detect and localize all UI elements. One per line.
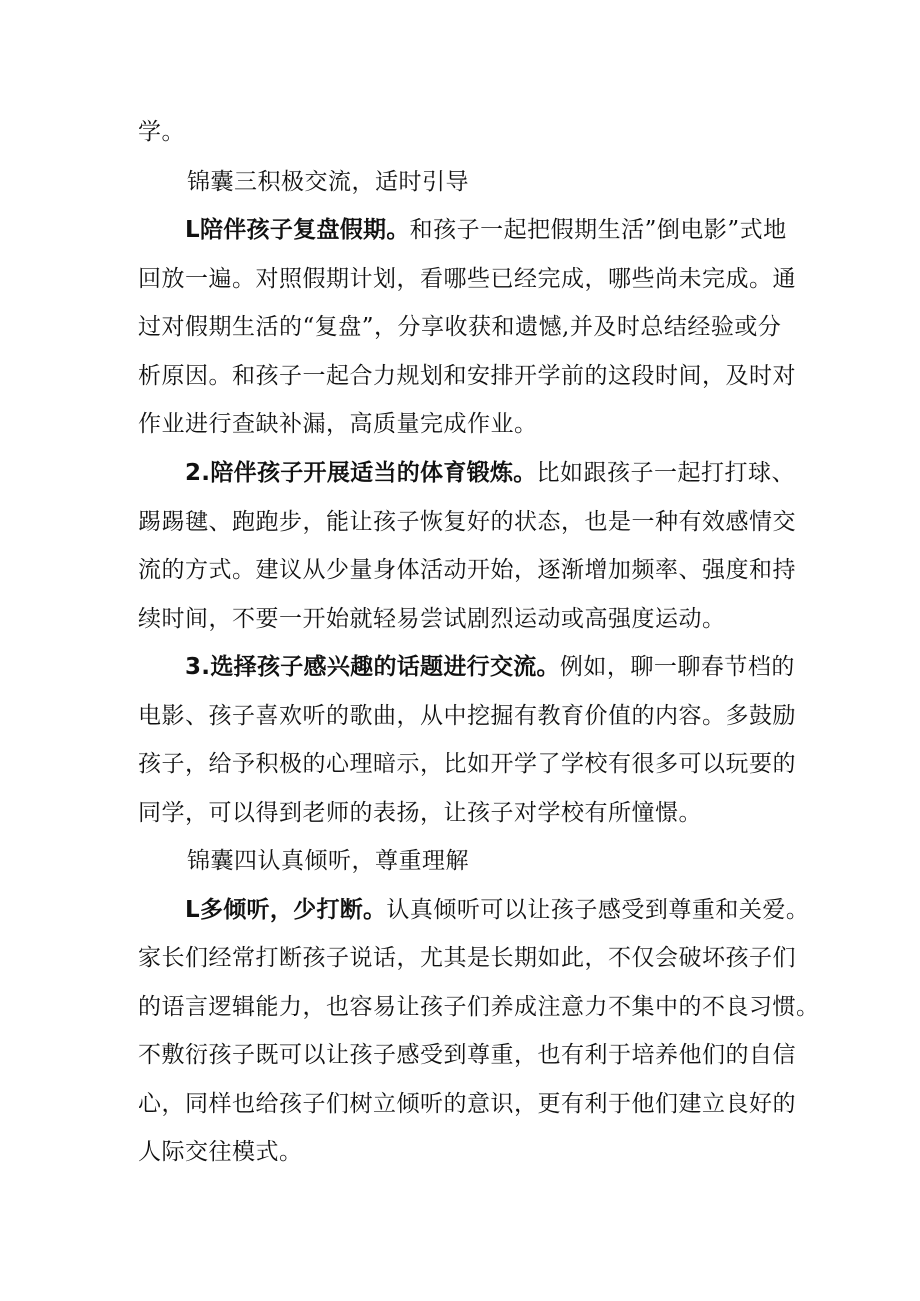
item-lead-bold: L陪伴孩子复盘假期。 bbox=[185, 217, 410, 243]
paragraph-line bbox=[138, 1040, 796, 1070]
section-heading-4 bbox=[187, 846, 469, 876]
heading-text: 锦囊四认真倾听，尊重理解 bbox=[187, 848, 469, 874]
heading-text: 锦囊三积极交流，适时引导 bbox=[187, 169, 469, 195]
line-text: 不敷衍孩子既可以让孩子感受到尊重，也有利于培养他们的自信 bbox=[138, 1042, 796, 1068]
paragraph-line bbox=[138, 1137, 303, 1167]
line-text: 例如，聊一聊春节档的 bbox=[559, 654, 795, 680]
paragraph-line bbox=[185, 652, 795, 682]
paragraph-line bbox=[138, 409, 538, 439]
line-text: 心，同样也给孩子们树立倾听的意识，更有利于他们建立良好的 bbox=[138, 1091, 796, 1117]
item-lead-bold: 2.陪伴孩子开展适当的体育锻炼。 bbox=[185, 460, 537, 486]
paragraph-line bbox=[138, 749, 796, 779]
line-text: 析原因。和孩子一起合力规划和安排开学前的这段时间，及时对 bbox=[138, 363, 796, 389]
line-text: 和孩子一起把假期生活”倒电影”式地 bbox=[409, 217, 787, 243]
line-text: 人际交往模式。 bbox=[138, 1139, 303, 1165]
section-heading-3 bbox=[187, 167, 469, 197]
line-text: 的语言逻辑能力，也容易让孩子们养成注意力不集中的不良习惯。 bbox=[138, 994, 820, 1020]
paragraph-line bbox=[138, 117, 185, 147]
paragraph-line bbox=[138, 798, 702, 828]
paragraph-line bbox=[138, 361, 796, 391]
line-text: 电影、孩子喜欢听的歌曲，从中挖掘有教育价值的内容。多鼓励 bbox=[138, 703, 796, 729]
paragraph-line bbox=[138, 507, 796, 537]
paragraph-line bbox=[185, 215, 787, 245]
line-text: 续时间，不要一开始就轻易尝试剧烈运动或高强度运动。 bbox=[138, 606, 726, 632]
line-text: 过对假期生活的“复盘”，分享收获和遗憾,并及时总结经验或分 bbox=[138, 314, 782, 340]
line-text: 流的方式。建议从少量身体活动开始，逐渐增加频率、强度和持 bbox=[138, 557, 796, 583]
line-text: 学。 bbox=[138, 119, 185, 145]
paragraph-line bbox=[138, 1089, 796, 1119]
line-text: 认真倾听可以让孩子感受到尊重和关爱。 bbox=[386, 897, 810, 923]
paragraph-line bbox=[138, 555, 796, 585]
paragraph-line bbox=[138, 943, 796, 973]
paragraph-line bbox=[138, 992, 820, 1022]
paragraph-line bbox=[138, 701, 796, 731]
item-lead-bold: L多倾听，少打断。 bbox=[185, 897, 387, 923]
item-lead-bold: 3.选择孩子感兴趣的话题进行交流。 bbox=[185, 654, 560, 680]
line-text: 孩子，给予积极的心理暗示，比如开学了学校有很多可以玩要的 bbox=[138, 751, 796, 777]
line-text: 家长们经常打断孩子说话，尤其是长期如此，不仅会破坏孩子们 bbox=[138, 945, 796, 971]
line-text: 作业进行查缺补漏，高质量完成作业。 bbox=[138, 411, 538, 437]
line-text: 比如跟孩子一起打打球、 bbox=[536, 460, 796, 486]
paragraph-line bbox=[138, 264, 796, 294]
paragraph-line bbox=[185, 895, 809, 925]
line-text: 踢踢毽、跑跑步，能让孩子恢复好的状态，也是一种有效感情交 bbox=[138, 509, 796, 535]
paragraph-line bbox=[138, 604, 726, 634]
line-text: 同学，可以得到老师的表扬，让孩子对学校有所憧憬。 bbox=[138, 800, 702, 826]
paragraph-line bbox=[138, 312, 781, 342]
paragraph-line bbox=[185, 458, 795, 488]
line-text: 回放一遍。对照假期计划，看哪些已经完成，哪些尚未完成。通 bbox=[138, 266, 796, 292]
